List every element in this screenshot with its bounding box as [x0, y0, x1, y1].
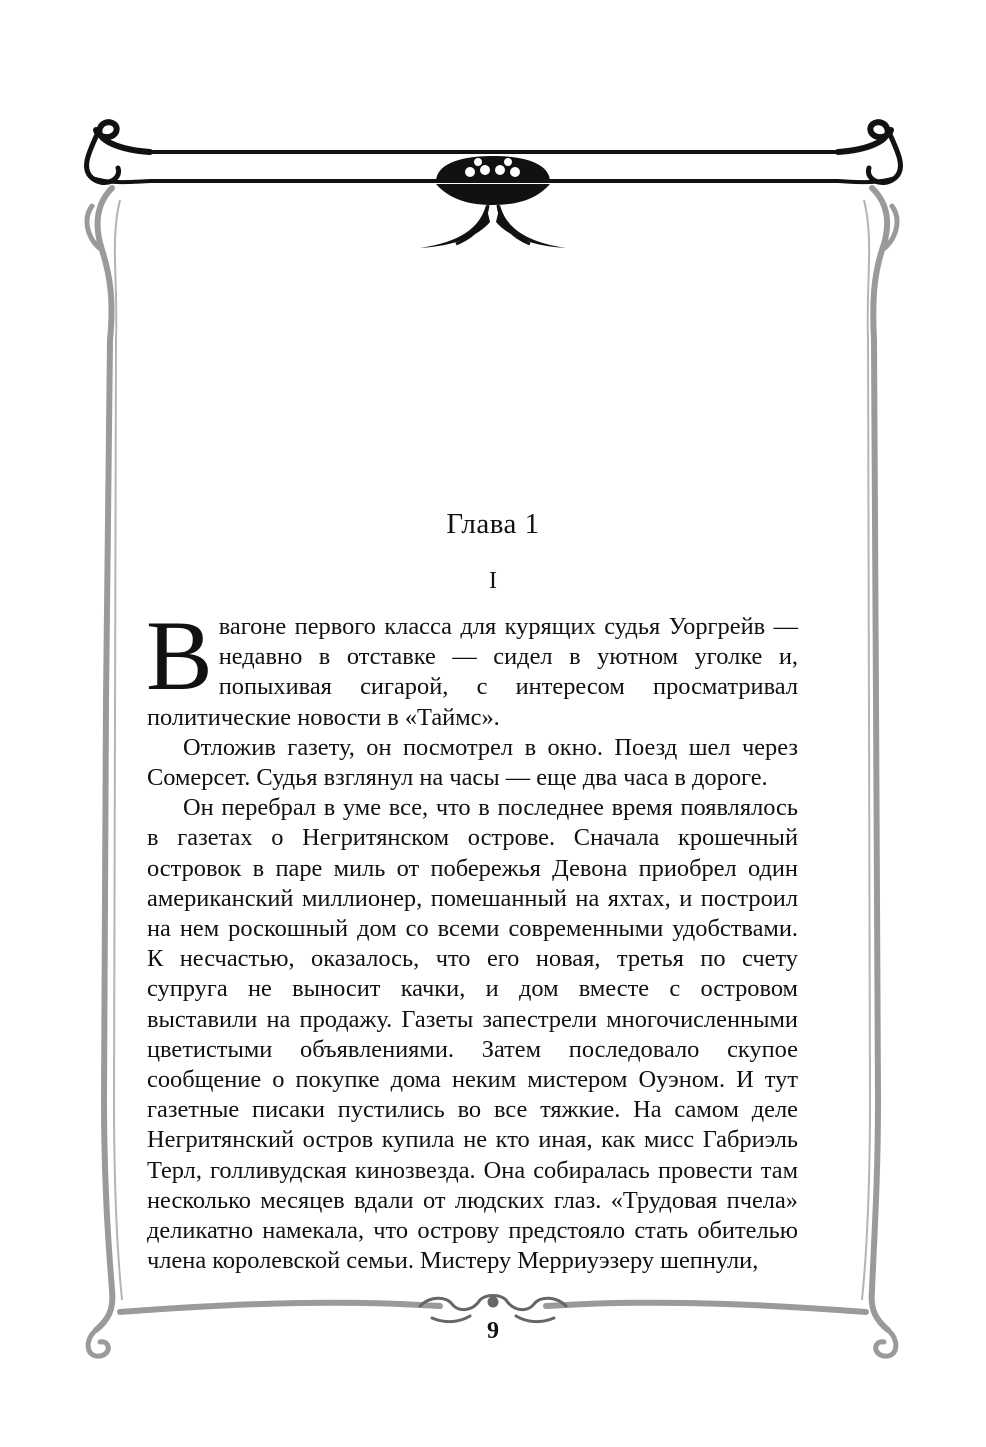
paragraph-1-text: вагоне первого класса для курящих судья Уоргрейв — недавно в отставке — сидел в уютном уголке и, попыхивая сигарой, с интересом просматривал политические новости в «Таймс». — [147, 613, 798, 731]
section-number: I — [489, 568, 497, 594]
paragraph-2: Отложив газету, он посмотрел в окно. Поезд шел через Сомерсет. Судья взглянул на часы — еще два часа в дороге. — [147, 733, 798, 792]
page-number: 9 — [487, 1318, 499, 1344]
chapter-title: Глава 1 — [446, 508, 540, 540]
center-medallion — [420, 156, 566, 248]
body-text — [146, 600, 798, 1276]
paragraph-1 — [146, 600, 798, 733]
paragraph-3: Он перебрал в уме все, что в последнее время появлялось в газетах о Негритянском острове. Сначала крошечный островок в паре миль от побережья Девона приобрел один американский миллионер, помешанный на яхтах, и построил на нем роскошный дом со всеми современными удобствами. К несчастью, оказалось, что его новая, третья по счету супруга не выносит качки, и дом вместе с островом выставили на продажу. Газеты запестрели многочисленными цветистыми объявлениями. Затем последовало скупое сообщение о покупке дома неким мистером Оуэном. И тут газетные писаки пустились во все тяжкие. На самом деле Негритянский остров купила не кто иная, как мисс Габриэль Терл, голливудская кинозвезда. Она собиралась провести там несколько месяцев вдали от людских глаз. «Трудовая пчела» деликатно намекала, что острову предстояло стать обителью члена королевской семьи. Мистеру Мерриуэзеру шепнули, — [147, 794, 798, 1275]
drop-cap: В — [146, 600, 213, 711]
